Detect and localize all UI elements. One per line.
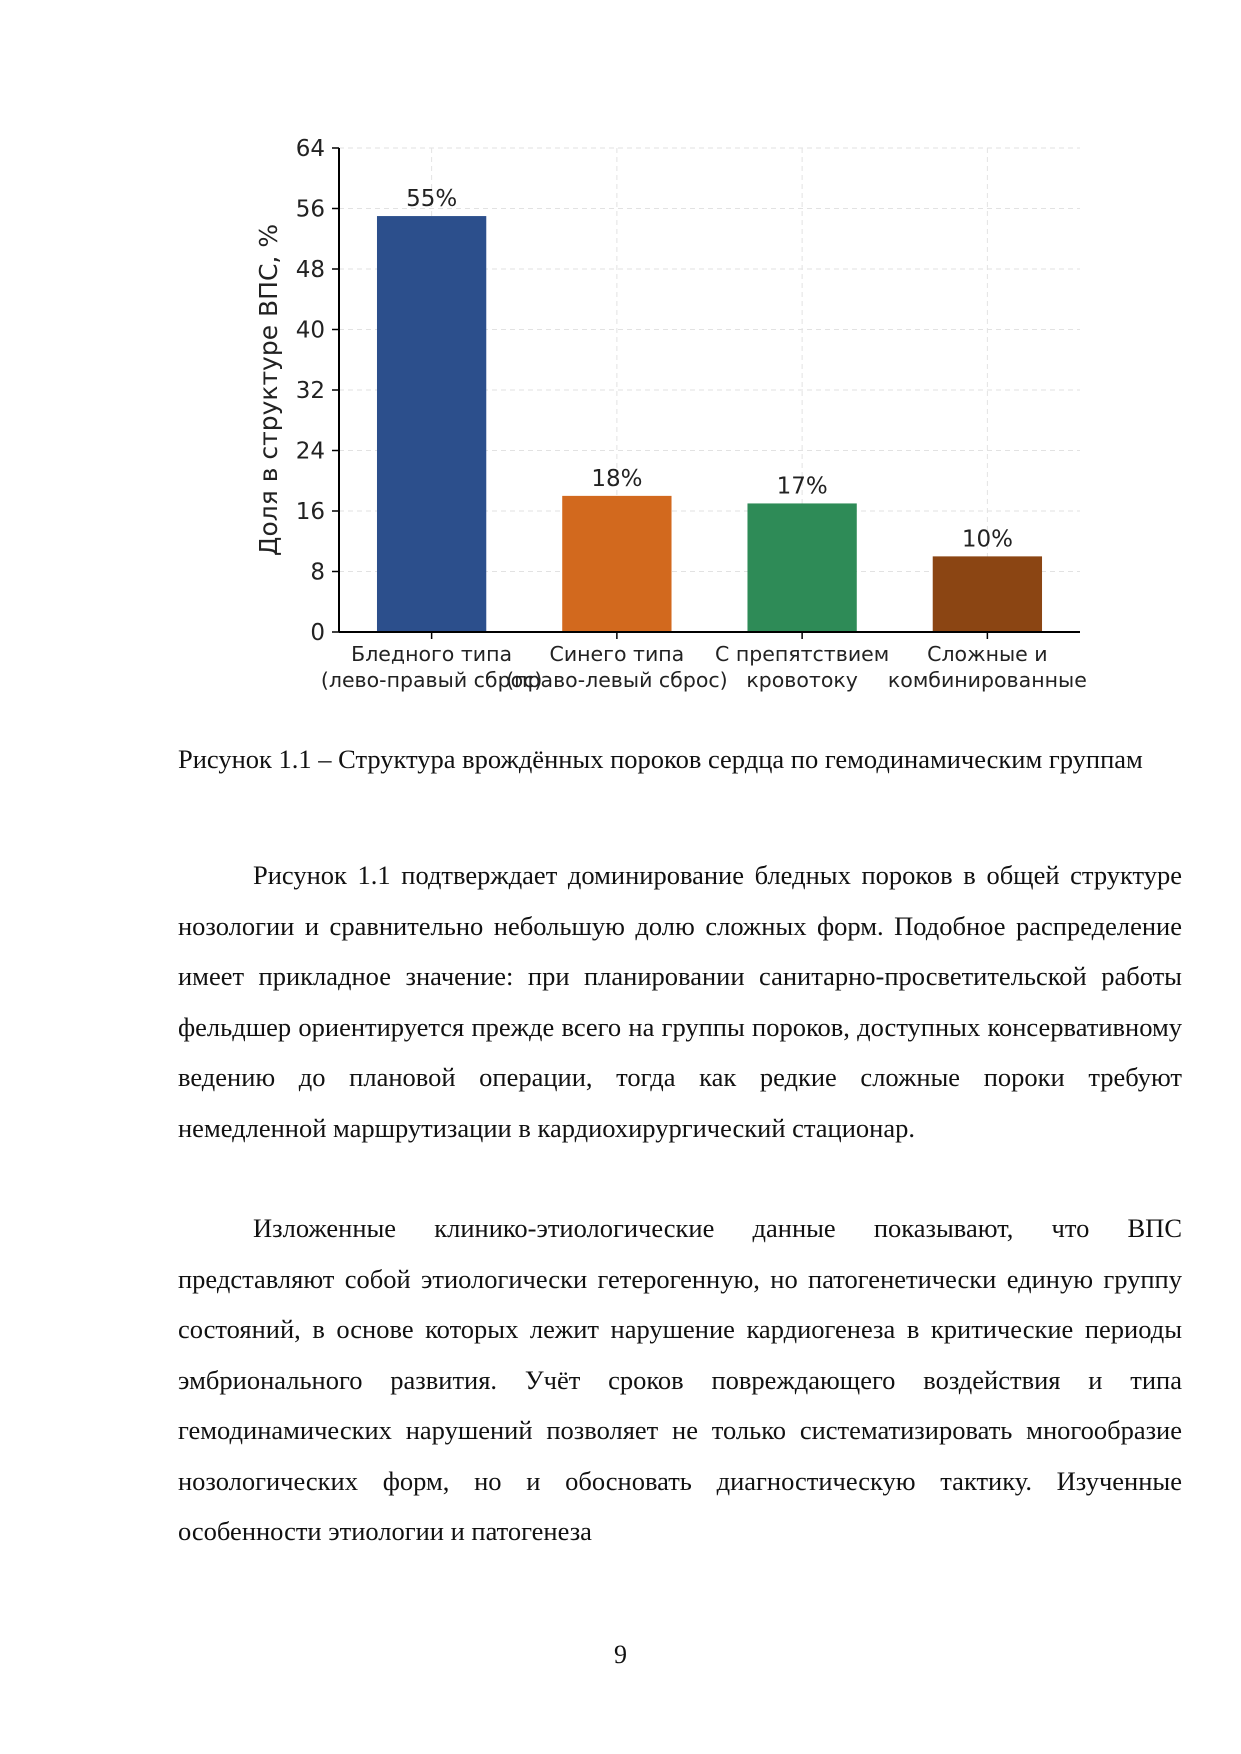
y-tick-label: 40: [295, 317, 325, 344]
y-tick-label: 48: [295, 257, 325, 283]
page-number: 9: [614, 1640, 627, 1669]
y-tick-label: 8: [310, 559, 325, 586]
x-tick-label: комбинированные: [887, 668, 1087, 692]
x-tick-label: Синего типа: [549, 642, 685, 666]
y-tick-label: 24: [295, 438, 325, 465]
bar-value-label: 55%: [406, 186, 458, 213]
figure-caption: Рисунок 1.1 – Структура врождённых пороков сердца по гемодинамическим группам: [178, 744, 1143, 774]
paragraph: Изложенные клинико-этиологические данные показывают, что ВПС представляют собой этиологически гетерогенную, но патогенетически единую группу состояний, в основе которых лежит нарушение кардиогенеза в критические периоды эмбрионального развития. Учёт сроков повреждающего воздействия и типа гемодинамических нарушений позволяет не только систематизировать многообразие нозологических форм, но и обосновать диагностическую тактику. Изученные особенности этиологии и патогенеза: [178, 1213, 1182, 1546]
y-tick-label: 64: [295, 136, 325, 162]
x-tick-label: Сложные и: [927, 642, 1048, 666]
y-tick-label: 56: [295, 196, 325, 223]
bar-value-label: 17%: [776, 473, 828, 500]
bar: [747, 503, 856, 632]
x-tick-label: Бледного типа: [351, 642, 513, 666]
bar: [933, 556, 1042, 632]
y-tick-label: 16: [295, 499, 325, 525]
y-tick-label: 0: [310, 620, 325, 646]
y-axis-label: Доля в структуре ВПС, %: [254, 223, 283, 557]
bar: [377, 216, 486, 632]
bar-value-label: 10%: [961, 526, 1013, 553]
x-tick-label: (право-левый сброс): [506, 668, 728, 692]
y-tick-label: 32: [295, 378, 325, 404]
bar: [562, 496, 671, 632]
x-tick-label: кровотоку: [746, 668, 858, 692]
x-tick-label: С препятствием: [715, 642, 890, 666]
paragraph: Рисунок 1.1 подтверждает доминирование бледных пороков в общей структуре нозологии и сравнительно небольшую долю сложных форм. Подобное распределение имеет прикладное значение: при планировании санитарно-просветительской работы фельдшер ориентируется прежде всего на группы пороков, доступных консервативному ведению до плановой операции, тогда как редкие сложные пороки требуют немедленной маршрутизации в кардиохирургический стационар.: [178, 860, 1182, 1143]
x-tick-label: (лево-правый сброс): [320, 668, 543, 692]
bar-value-label: 18%: [591, 465, 643, 492]
bar-chart: [0, 0, 1241, 720]
